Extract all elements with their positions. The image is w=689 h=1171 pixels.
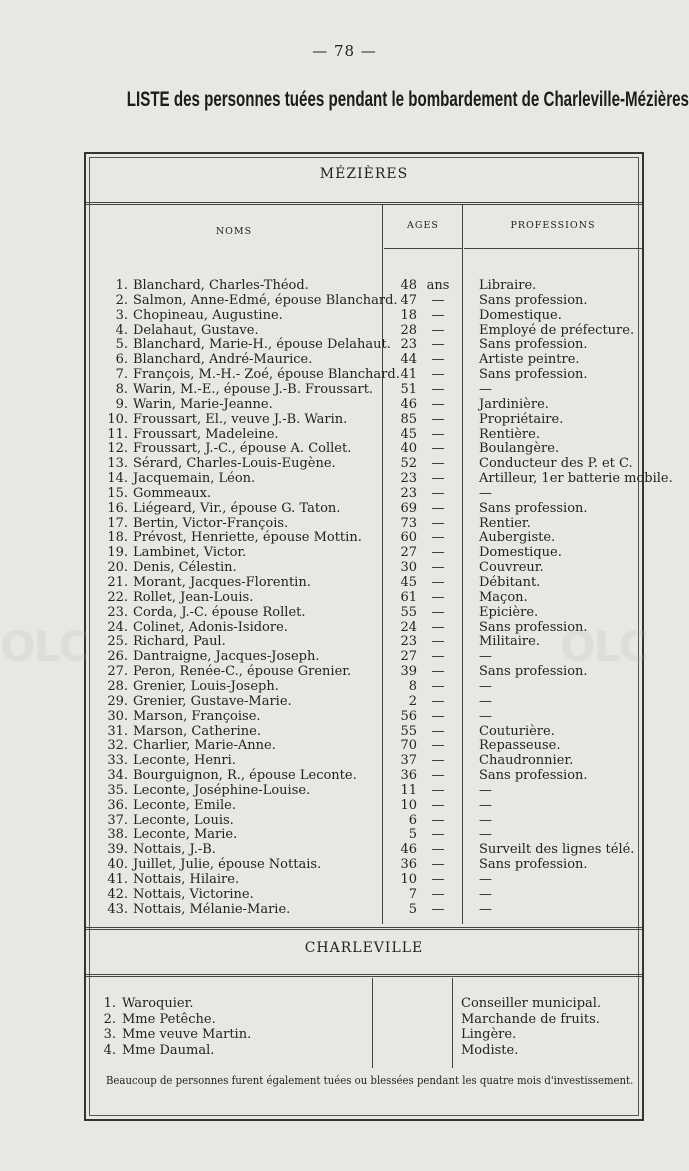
person-name: Dantraigne, Jacques-Joseph. xyxy=(133,649,320,665)
age-value: 36 xyxy=(400,857,417,873)
person-name: Gommeaux. xyxy=(133,485,212,501)
age-unit: — xyxy=(431,575,445,590)
age-unit: — xyxy=(431,337,445,353)
person-name: Rollet, Jean-Louis. xyxy=(133,589,254,605)
footnote: Beaucoup de personnes furent également tuées ou blessées pendant les quatre mois d'investissement. xyxy=(106,1074,634,1087)
age-value: 44 xyxy=(400,352,417,368)
age-unit: — xyxy=(431,471,445,487)
age-value: 7 xyxy=(408,886,417,902)
person-name: Peron, Renée-C., épouse Grenier. xyxy=(133,664,352,680)
age-unit: — xyxy=(431,515,445,531)
profession: Sans profession. xyxy=(479,367,588,383)
age-value: 5 xyxy=(408,901,417,917)
person-name: Leconte, Henri. xyxy=(133,753,236,769)
column-divider xyxy=(452,978,453,1068)
person-name: Corda, J.-C. épouse Rollet. xyxy=(133,604,306,620)
row-number: 25. xyxy=(107,634,128,650)
age-value: 85 xyxy=(400,411,417,427)
age-unit: — xyxy=(431,812,445,828)
divider xyxy=(464,248,642,249)
row-number: 9. xyxy=(115,396,128,412)
profession: — xyxy=(479,872,492,887)
person-name: Jacquemain, Léon. xyxy=(133,471,256,487)
page-title: LISTE des personnes tuées pendant le bombardement de Charleville-Mézières xyxy=(126,88,689,111)
age-unit: — xyxy=(431,292,445,308)
age-unit: — xyxy=(431,753,445,769)
row-number: 17. xyxy=(107,515,128,531)
col-header-noms: NOMS xyxy=(215,226,253,237)
profession: Artiste peintre. xyxy=(479,352,580,368)
profession: Débitant. xyxy=(479,575,541,590)
person-name: Froussart, J.-C., épouse A. Collet. xyxy=(133,441,352,457)
person-name: Liégeard, Vir., épouse G. Taton. xyxy=(133,500,341,516)
profession: Boulangère. xyxy=(479,441,560,457)
age-value: 2 xyxy=(408,693,417,709)
profession: — xyxy=(479,693,492,709)
person-name: Nottais, J.-B. xyxy=(133,842,216,858)
row-number: 20. xyxy=(107,560,128,576)
age-unit: — xyxy=(431,485,445,501)
person-name: Chopineau, Augustine. xyxy=(133,307,283,323)
age-unit: — xyxy=(431,589,445,605)
person-name: Nottais, Hilaire. xyxy=(133,872,240,887)
age-unit: — xyxy=(431,530,445,546)
age-unit: — xyxy=(431,396,445,412)
age-unit: — xyxy=(431,738,445,754)
age-unit: — xyxy=(431,886,445,902)
row-number: 2. xyxy=(115,292,128,308)
row-number: 24. xyxy=(107,619,128,635)
profession: Marchande de fruits. xyxy=(461,1011,600,1027)
person-name: Grenier, Gustave-Marie. xyxy=(133,693,292,709)
row-number: 40. xyxy=(107,857,128,873)
person-name: Leconte, Marie. xyxy=(133,827,238,843)
row-number: 16. xyxy=(107,500,128,516)
age-unit: — xyxy=(431,664,445,680)
profession: Aubergiste. xyxy=(479,530,556,546)
profession: — xyxy=(479,485,492,501)
age-unit: — xyxy=(431,693,445,709)
person-name: Nottais, Mélanie-Marie. xyxy=(133,901,291,917)
person-name: Grenier, Louis-Joseph. xyxy=(133,678,279,694)
person-name: Leconte, Emile. xyxy=(133,797,236,813)
person-name: Blanchard, Marie-H., épouse Delahaut. xyxy=(133,337,391,353)
person-name: Marson, Françoise. xyxy=(133,708,261,724)
age-value: 48 xyxy=(400,278,417,293)
age-unit: — xyxy=(431,545,445,561)
row-number: 11. xyxy=(107,426,128,442)
person-name: Richard, Paul. xyxy=(133,634,226,650)
age-unit: — xyxy=(431,619,445,635)
profession: Couvreur. xyxy=(479,560,544,576)
age-unit: — xyxy=(431,649,445,665)
profession: Sans profession. xyxy=(479,337,588,353)
row-number: 28. xyxy=(107,678,128,694)
person-name: Juillet, Julie, épouse Nottais. xyxy=(133,857,322,873)
age-value: 70 xyxy=(400,738,417,754)
profession: Maçon. xyxy=(479,589,528,605)
charleville-heading: CHARLEVILLE xyxy=(304,940,424,956)
age-value: 23 xyxy=(400,485,417,501)
age-value: 5 xyxy=(408,827,417,843)
person-name: Froussart, El., veuve J.-B. Warin. xyxy=(133,411,348,427)
divider xyxy=(86,927,642,930)
profession: — xyxy=(479,886,492,902)
age-unit: — xyxy=(431,367,445,383)
person-name: François, M.-H.- Zoé, épouse Blanchard. xyxy=(133,367,400,383)
row-number: 14. xyxy=(107,471,128,487)
person-name: Waroquier. xyxy=(122,996,194,1011)
person-name: Bourguignon, R., épouse Leconte. xyxy=(133,768,357,784)
age-value: 56 xyxy=(400,708,417,724)
profession: — xyxy=(479,797,492,813)
age-value: 46 xyxy=(400,842,417,858)
row-number: 29. xyxy=(107,693,128,709)
age-unit: — xyxy=(431,723,445,739)
age-value: 60 xyxy=(400,530,417,546)
profession: Sans profession. xyxy=(479,768,588,784)
age-unit: — xyxy=(431,634,445,650)
age-value: 45 xyxy=(400,426,417,442)
profession: — xyxy=(479,901,492,917)
watermark: OLC xyxy=(560,622,648,671)
row-number: 39. xyxy=(107,842,128,858)
age-unit: — xyxy=(431,381,445,397)
age-value: 11 xyxy=(400,782,417,798)
profession: Artilleur, 1er batterie mobile. xyxy=(479,471,673,487)
profession: Employé de préfecture. xyxy=(479,322,635,338)
profession: Sans profession. xyxy=(479,292,588,308)
age-value: 61 xyxy=(400,589,417,605)
age-unit: — xyxy=(431,322,445,338)
age-value: 8 xyxy=(408,678,417,694)
age-value: 10 xyxy=(400,872,417,887)
profession: — xyxy=(479,782,492,798)
profession: Conducteur des P. et C. xyxy=(479,456,633,472)
age-unit: — xyxy=(431,604,445,620)
profession: Repasseuse. xyxy=(479,738,561,754)
person-name: Warin, M.-E., épouse J.-B. Froussart. xyxy=(133,381,374,397)
age-value: 27 xyxy=(400,649,417,665)
profession: Sans profession. xyxy=(479,664,588,680)
age-unit: — xyxy=(431,426,445,442)
row-number: 3. xyxy=(103,1027,116,1042)
profession: — xyxy=(479,827,492,843)
person-name: Charlier, Marie-Anne. xyxy=(133,738,276,754)
age-value: 30 xyxy=(400,560,417,576)
age-value: 46 xyxy=(400,396,417,412)
profession: — xyxy=(479,678,492,694)
row-number: 8. xyxy=(115,381,128,397)
row-number: 12. xyxy=(107,441,128,457)
age-value: 52 xyxy=(400,456,417,472)
profession: Sans profession. xyxy=(479,500,588,516)
col-header-professions: PROFESSIONS xyxy=(510,220,596,231)
person-name: Lambinet, Victor. xyxy=(133,545,247,561)
row-number: 41. xyxy=(107,872,128,887)
person-name: Leconte, Louis. xyxy=(133,812,234,828)
age-unit: — xyxy=(431,411,445,427)
column-divider xyxy=(382,204,383,924)
age-unit: — xyxy=(431,352,445,368)
age-value: 73 xyxy=(400,515,417,531)
row-number: 7. xyxy=(115,367,128,383)
age-value: 24 xyxy=(400,619,417,635)
age-unit: — xyxy=(431,768,445,784)
age-value: 23 xyxy=(400,471,417,487)
age-unit: — xyxy=(431,797,445,813)
person-name: Mme Daumal. xyxy=(122,1042,215,1058)
profession: — xyxy=(479,812,492,828)
row-number: 26. xyxy=(107,649,128,665)
row-number: 21. xyxy=(107,575,128,590)
age-value: 18 xyxy=(400,307,417,323)
column-divider xyxy=(372,978,373,1068)
person-name: Sérard, Charles-Louis-Eugène. xyxy=(133,456,336,472)
age-value: 55 xyxy=(400,723,417,739)
age-unit: — xyxy=(431,827,445,843)
person-name: Blanchard, André-Maurice. xyxy=(133,352,313,368)
row-number: 22. xyxy=(107,589,128,605)
profession: Lingère. xyxy=(461,1027,517,1042)
row-number: 4. xyxy=(115,322,128,338)
profession: Rentière. xyxy=(479,426,540,442)
person-name: Warin, Marie-Jeanne. xyxy=(133,396,273,412)
row-number: 2. xyxy=(103,1011,116,1027)
person-name: Denis, Célestin. xyxy=(133,560,237,576)
row-number: 4. xyxy=(103,1042,116,1058)
age-unit: — xyxy=(431,500,445,516)
age-value: 55 xyxy=(400,604,417,620)
row-number: 30. xyxy=(107,708,128,724)
profession: Propriétaire. xyxy=(479,411,564,427)
profession: Militaire. xyxy=(479,634,540,650)
profession: Domestique. xyxy=(479,545,562,561)
person-name: Froussart, Madeleine. xyxy=(133,426,279,442)
profession: Couturière. xyxy=(479,723,555,739)
person-name: Colinet, Adonis-Isidore. xyxy=(133,619,288,635)
person-name: Nottais, Victorine. xyxy=(133,886,254,902)
age-value: 47 xyxy=(400,292,417,308)
row-number: 38. xyxy=(107,827,128,843)
profession: Conseiller municipal. xyxy=(461,996,602,1011)
person-name: Mme veuve Martin. xyxy=(122,1027,252,1042)
age-value: 28 xyxy=(400,322,417,338)
person-name: Mme Petêche. xyxy=(122,1011,216,1027)
age-value: 51 xyxy=(400,381,417,397)
row-number: 1. xyxy=(115,278,128,293)
age-unit: — xyxy=(431,708,445,724)
row-number: 31. xyxy=(107,723,128,739)
divider xyxy=(86,974,642,977)
age-unit: — xyxy=(431,842,445,858)
age-unit: — xyxy=(431,456,445,472)
row-number: 1. xyxy=(103,996,116,1011)
profession: — xyxy=(479,649,492,665)
age-unit: — xyxy=(431,901,445,917)
age-unit: — xyxy=(431,678,445,694)
profession: Surveilt des lignes télé. xyxy=(479,842,635,858)
age-value: 36 xyxy=(400,768,417,784)
person-name: Bertin, Victor-François. xyxy=(133,515,289,531)
row-number: 5. xyxy=(115,337,128,353)
row-number: 18. xyxy=(107,530,128,546)
age-value: 45 xyxy=(400,575,417,590)
row-number: 42. xyxy=(107,886,128,902)
age-value: 41 xyxy=(400,367,417,383)
row-number: 13. xyxy=(107,456,128,472)
person-name: Marson, Catherine. xyxy=(133,723,261,739)
row-number: 15. xyxy=(107,485,128,501)
row-number: 32. xyxy=(107,738,128,754)
age-unit: — xyxy=(431,872,445,887)
profession: Sans profession. xyxy=(479,857,588,873)
profession: Modiste. xyxy=(461,1042,519,1058)
mezieres-heading: MÉZIÈRES xyxy=(319,166,409,182)
age-value: 27 xyxy=(400,545,417,561)
age-unit: — xyxy=(431,782,445,798)
age-value: 37 xyxy=(400,753,417,769)
age-unit: ans xyxy=(426,278,450,293)
person-name: Salmon, Anne-Edmé, épouse Blanchard. xyxy=(133,292,398,308)
profession: Sans profession. xyxy=(479,619,588,635)
profession: — xyxy=(479,708,492,724)
row-number: 23. xyxy=(107,604,128,620)
profession: — xyxy=(479,381,492,397)
profession: Domestique. xyxy=(479,307,562,323)
age-value: 40 xyxy=(400,441,417,457)
person-name: Delahaut, Gustave. xyxy=(133,322,259,338)
person-name: Leconte, Joséphine-Louise. xyxy=(133,782,311,798)
profession: Chaudronnier. xyxy=(479,753,574,769)
row-number: 35. xyxy=(107,782,128,798)
row-number: 36. xyxy=(107,797,128,813)
age-unit: — xyxy=(431,441,445,457)
row-number: 10. xyxy=(107,411,128,427)
row-number: 6. xyxy=(115,352,128,368)
person-name: Morant, Jacques-Florentin. xyxy=(133,575,311,590)
watermark: OLC xyxy=(0,622,88,671)
person-name: Blanchard, Charles-Théod. xyxy=(133,278,309,293)
row-number: 37. xyxy=(107,812,128,828)
age-value: 39 xyxy=(400,664,417,680)
age-value: 69 xyxy=(400,500,417,516)
age-unit: — xyxy=(431,857,445,873)
divider xyxy=(384,248,462,249)
row-number: 43. xyxy=(107,901,128,917)
profession: Libraire. xyxy=(479,278,537,293)
age-unit: — xyxy=(431,307,445,323)
profession: Jardinière. xyxy=(479,396,549,412)
column-divider xyxy=(462,204,463,924)
row-number: 27. xyxy=(107,664,128,680)
age-unit: — xyxy=(431,560,445,576)
divider xyxy=(86,202,642,205)
age-value: 23 xyxy=(400,634,417,650)
age-value: 23 xyxy=(400,337,417,353)
page-number: — 78 — xyxy=(312,42,377,60)
col-header-ages: AGES xyxy=(407,220,439,231)
age-value: 10 xyxy=(400,797,417,813)
row-number: 19. xyxy=(107,545,128,561)
person-name: Prévost, Henriette, épouse Mottin. xyxy=(133,530,362,546)
age-value: 6 xyxy=(408,812,417,828)
row-number: 33. xyxy=(107,753,128,769)
profession: Epicière. xyxy=(479,604,539,620)
profession: Rentier. xyxy=(479,515,531,531)
row-number: 3. xyxy=(115,307,128,323)
row-number: 34. xyxy=(107,768,128,784)
